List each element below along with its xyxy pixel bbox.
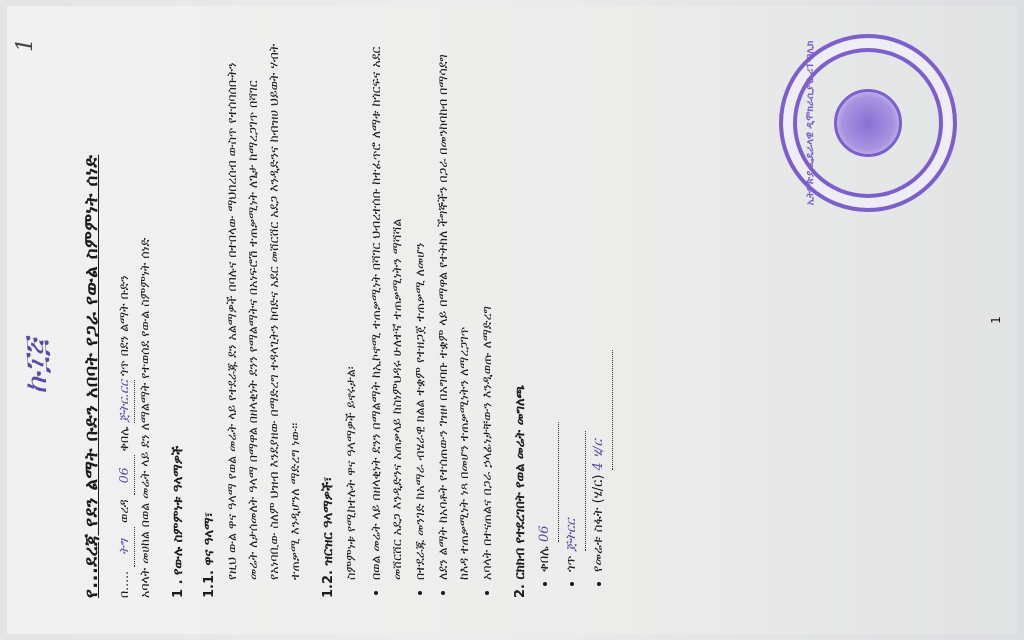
document-title: የ...ደረጃ የደን ልማት ቡድን አበባት የጋራ የውል ስምምነት ሰነድ xyxy=(81,154,102,598)
official-stamp: ኢትዮጵያ ፌዴራላዊ ዲሞክራሲያዊ ሪፐብሊክ xyxy=(779,34,957,212)
handwritten-note: ኩ፲፭ xyxy=(19,339,54,394)
page-number: 1 xyxy=(989,316,1003,324)
corner-page-mark: 1 xyxy=(13,38,38,52)
document-page xyxy=(7,6,1017,634)
section-1-2-intro: ስምምነቱ የሚከተሉት ዋና ዓላማዎች ይኖሩታል፡ xyxy=(343,366,358,580)
list-item: • ለደን ልማት ከአባቶት የተሰጠውን ገዝዞ በአግባቡ ተቋም ላይ በማዋል የተትከለ ችግኞችን በጋራ በመንከባከብ በማሳደግ ከእዳ ተጠቃሚነት ነጻ በመሆን ተጠቃሚነትን ለማረጋገጥ xyxy=(432,42,474,580)
woreda-value: ትግ xyxy=(114,527,135,567)
header-line-1: በ..... ትግ ወረዳ 06 ቀበሌ ጅትር.ርር ጎጥ በደን ልማት ቡድን xyxy=(114,42,135,598)
list-item: • በወል መሬት ላይ በዘላቂነት ደንን በማልማት ከኢኮኖሚ ተጠቃሚነት በሻገር ህብረተሰቡ ከተፈጥሮ ለማቱ ከጎርፍና አደር መሸርሸር አደጋ እንዲድንና አጠቃላይ ከስነምህዳሩ ሁለተኛ ተጠቃሚነትን ማሻሻል xyxy=(365,42,407,580)
got-value: ጅትር.ርር xyxy=(114,380,135,423)
section-1-heading: 1 . የውሉ ስምምነቱ ዓላማዎች xyxy=(171,445,186,598)
stamp-emblem-icon xyxy=(834,89,902,157)
field-kebele: • ቀበሌ 06 xyxy=(532,42,559,572)
land-fields-list xyxy=(532,42,613,598)
kebele-value: 06 xyxy=(114,455,135,495)
list-item: • በተደራጁ መንገድ ከአማራ ብሄራዊ ክልል ተቋም የተዘጋጀ ተጠቃሚ ለመሆን xyxy=(409,42,430,580)
section-1-2-heading: 1.2. ዝርዝር ዓላማዎች፣ xyxy=(321,476,336,598)
section-1-1-heading: 1.1. ዋና ዓላማ፣ xyxy=(202,512,217,598)
section-2-heading: 2. ርክክብ የተደረገበት የወል መሬት መግለጫ xyxy=(513,384,528,598)
section-1-1-paragraph: የዚህ ውል ዋና ዓላማ የወል መሬት ላይ የተደራጁ ደን አልማዎች በባሉና በተበላው ማህበረሰብ ውስጥ የተሰባሰቡትን መሬት ለታሰመለት ዓላማ በማዋል በዘላቂነት ደንን የማልማትና በአነፍሮሽ ተጠቃሚነት ለጌታ ከማረጋገጥ በሻገር የአነባቢው ስለም ህዝብ እንደያዘው በማድረግ ተዳላጊትን ከባድና አደር መሸርሸር አደጋ እንዲድንና ከብዝሀ ህይወት ሃብት ተጠቃሚ እንዲሆንለ ማድረግ ነው፡፡ xyxy=(224,43,302,580)
header-line-2: አባላት መሀከል በወል መሬት ላይ ደን ለማልማት የተወሰደ የውል ስምምነት ሰነድ xyxy=(137,237,152,598)
objectives-list xyxy=(365,42,497,598)
list-item: • አባላት በተናጠልና በጋራ ኃላፊነታቸውን እንዲወጡ ለማድረግ xyxy=(476,42,497,580)
field-area: • የመሬቱ ስፋት (ሄ/ር) 4 ሄ/ር xyxy=(586,42,613,572)
field-got: • ጎጥ ጅትርር xyxy=(559,42,586,572)
